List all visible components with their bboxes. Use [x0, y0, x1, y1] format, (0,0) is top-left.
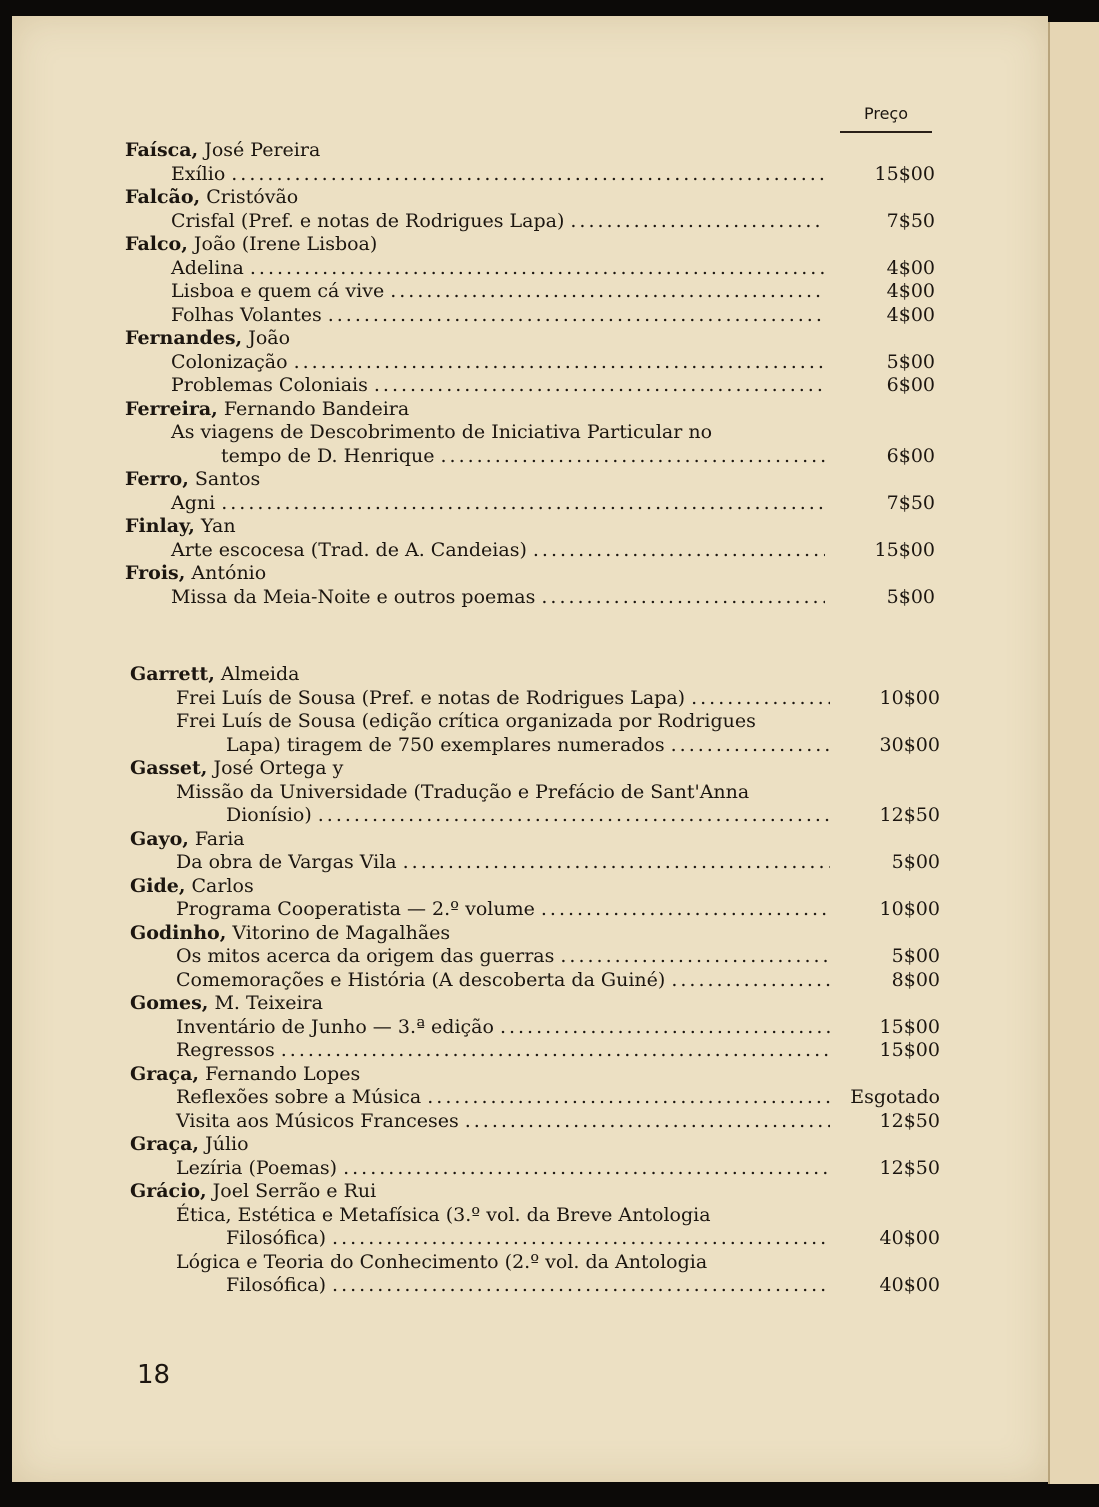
book-price: 15$00: [879, 1039, 940, 1061]
book-entry: [130, 1039, 940, 1063]
dot-leader: [465, 1110, 830, 1134]
author-heading: [130, 1133, 940, 1157]
book-price: 10$00: [879, 686, 940, 709]
book-title: Colonização .....: [171, 351, 825, 375]
book-price: 12$50: [879, 1109, 940, 1132]
dot-leader: [294, 351, 825, 375]
book-price: 5$00: [891, 851, 940, 873]
author-given-name: Joel Serrão e Rui: [206, 1180, 377, 1202]
book-price: Esgotado: [850, 1086, 940, 1108]
author-heading: [130, 1180, 940, 1204]
author-heading: [125, 139, 935, 163]
book-title: Arte escocesa (Trad. de A. Candeias) .....: [171, 539, 825, 563]
book-entry: [130, 710, 940, 734]
author-given-name: José Ortega y: [207, 757, 344, 779]
author-heading: [130, 828, 940, 852]
book-price: 40$00: [879, 1227, 940, 1249]
book-entry-continuation: [125, 445, 935, 469]
catalog-section-g: [130, 663, 940, 1298]
author-given-name: Carlos: [185, 874, 254, 897]
author-heading: [130, 875, 940, 899]
book-entry: [125, 304, 935, 328]
dot-leader: [671, 734, 830, 758]
book-title: Visita aos Músicos Franceses .....: [176, 1110, 830, 1134]
author-given-name: Fernando Lopes: [199, 1062, 361, 1085]
book-title: Lisboa e quem cá vive .....: [171, 280, 825, 304]
book-price: 4$00: [886, 280, 935, 302]
page-number: 18: [137, 1360, 171, 1390]
price-column-header: Preço: [840, 104, 932, 133]
book-price: 15$00: [874, 538, 935, 561]
book-title: Exílio .....: [171, 163, 825, 187]
book-price: 12$50: [879, 1156, 940, 1179]
book-entry: [125, 374, 935, 398]
dot-leader: [332, 1274, 830, 1298]
author-surname: Godinho,: [130, 921, 227, 944]
dot-leader: [328, 304, 825, 328]
book-entry: [130, 945, 940, 969]
book-entry: [130, 1110, 940, 1134]
book-price: 6$00: [886, 374, 935, 396]
book-title: Regressos .....: [176, 1039, 830, 1063]
author-heading: [125, 515, 935, 539]
author-surname: Gasset,: [130, 757, 208, 779]
dot-leader: [332, 1227, 830, 1251]
author-surname: Falco,: [125, 233, 188, 255]
book-entry-continuation: [130, 1274, 940, 1298]
book-title: Dionísio) .....: [226, 804, 830, 828]
book-title: Folhas Volantes .....: [171, 304, 825, 328]
book-entry: [130, 1157, 940, 1181]
author-given-name: Yan: [194, 515, 236, 537]
dot-leader: [440, 445, 825, 469]
book-title: As viagens de Descobrimento de Iniciativa Particular no: [171, 421, 713, 443]
book-price: 12$50: [879, 804, 940, 826]
book-entry: [130, 687, 940, 711]
book-title: Comemorações e História (A descoberta da Guiné) .....: [176, 969, 830, 993]
dot-leader: [221, 492, 825, 516]
book-title: Frei Luís de Sousa (edição crítica organizada por Rodrigues: [176, 710, 756, 732]
author-surname: Grácio,: [130, 1180, 207, 1202]
author-heading: [130, 992, 940, 1016]
author-given-name: Santos: [188, 468, 261, 490]
book-title: Filosófica) .....: [226, 1274, 830, 1298]
author-given-name: Almeida: [214, 663, 300, 685]
book-entry: [125, 492, 935, 516]
author-given-name: M. Teixeira: [208, 992, 323, 1014]
book-title: Ética, Estética e Metafísica (3.º vol. da Breve Antologia: [176, 1203, 711, 1226]
book-title: Lógica e Teoria do Conhecimento (2.º vol. da Antologia: [176, 1250, 708, 1273]
book-entry: [125, 421, 935, 445]
book-price: 7$50: [886, 209, 935, 232]
next-page-edge: [1048, 22, 1099, 1484]
book-entry-continuation: [130, 734, 940, 758]
book-price: 4$00: [886, 256, 935, 279]
author-surname: Gayo,: [130, 827, 189, 850]
author-heading: [125, 186, 935, 210]
author-heading: [125, 327, 935, 351]
book-entry: [125, 539, 935, 563]
book-price: 5$00: [891, 945, 940, 967]
catalog-section-f: [125, 139, 935, 609]
book-entry: [130, 1204, 940, 1228]
author-heading: [130, 757, 940, 781]
book-entry: [130, 969, 940, 993]
book-price: 5$00: [886, 350, 935, 373]
dot-leader: [533, 539, 825, 563]
dot-leader: [500, 1016, 830, 1040]
dot-leader: [231, 163, 825, 187]
book-price: 30$00: [879, 733, 940, 756]
book-title: Filosófica) .....: [226, 1227, 830, 1251]
author-surname: Graça,: [130, 1133, 200, 1155]
book-title: Programa Cooperatista — 2.º volume .....: [176, 898, 830, 922]
author-surname: Faísca,: [125, 139, 199, 161]
author-given-name: Cristóvão: [200, 186, 299, 208]
book-title: Problemas Coloniais .....: [171, 374, 825, 398]
author-given-name: João: [242, 327, 291, 349]
author-given-name: Fernando Bandeira: [217, 397, 410, 420]
author-given-name: José Pereira: [198, 139, 321, 161]
book-price: 5$00: [886, 585, 935, 608]
book-price: 10$00: [879, 898, 940, 920]
book-entry: [125, 257, 935, 281]
author-given-name: Vitorino de Magalhães: [226, 921, 451, 944]
author-surname: Garrett,: [130, 663, 215, 685]
book-entry: [130, 898, 940, 922]
book-price: 15$00: [874, 162, 935, 185]
author-heading: [125, 468, 935, 492]
author-heading: [125, 562, 935, 586]
book-title: Reflexões sobre a Música .....: [176, 1086, 830, 1110]
book-entry: [130, 1251, 940, 1275]
book-price: 7$50: [886, 491, 935, 514]
book-entry-continuation: [130, 1227, 940, 1251]
book-entry: [125, 586, 935, 610]
author-surname: Falcão,: [125, 186, 201, 208]
book-entry-continuation: [130, 804, 940, 828]
author-surname: Frois,: [125, 562, 186, 584]
book-price: 4$00: [886, 303, 935, 326]
book-price: 8$00: [891, 968, 940, 991]
book-price: 15$00: [879, 1015, 940, 1038]
author-given-name: Júlio: [199, 1133, 249, 1155]
author-surname: Gide,: [130, 874, 186, 897]
author-surname: Graça,: [130, 1062, 200, 1085]
author-given-name: António: [185, 562, 267, 584]
dot-leader: [318, 804, 830, 828]
dot-leader: [374, 374, 825, 398]
book-entry: [130, 851, 940, 875]
dot-leader: [427, 1086, 830, 1110]
dot-leader: [250, 257, 825, 281]
dot-leader: [390, 280, 825, 304]
book-price: 6$00: [886, 444, 935, 467]
book-title: Adelina .....: [171, 257, 825, 281]
book-title: tempo de D. Henrique .....: [221, 445, 825, 469]
author-heading: [130, 922, 940, 946]
book-title: Crisfal (Pref. e notas de Rodrigues Lapa) .....: [171, 210, 825, 234]
author-surname: Finlay,: [125, 515, 195, 537]
book-entry: [125, 351, 935, 375]
author-heading: [125, 398, 935, 422]
book-title: Lapa) tiragem de 750 exemplares numerados .....: [226, 734, 830, 758]
author-surname: Fernandes,: [125, 327, 243, 349]
book-title: Inventário de Junho — 3.ª edição .....: [176, 1016, 830, 1040]
dot-leader: [541, 898, 830, 922]
author-heading: [130, 663, 940, 687]
author-surname: Gomes,: [130, 992, 209, 1014]
dot-leader: [403, 851, 830, 875]
book-title: Frei Luís de Sousa (Pref. e notas de Rodrigues Lapa) .....: [176, 687, 830, 711]
book-title: Agni .....: [171, 492, 825, 516]
dot-leader: [281, 1039, 830, 1063]
book-entry: [125, 210, 935, 234]
book-title: Missão da Universidade (Tradução e Prefácio de Sant'Anna: [176, 780, 750, 803]
book-entry: [125, 163, 935, 187]
dot-leader: [570, 210, 825, 234]
book-entry: [130, 1086, 940, 1110]
author-given-name: João (Irene Lisboa): [187, 233, 378, 255]
author-heading: [125, 233, 935, 257]
author-surname: Ferro,: [125, 468, 189, 490]
dot-leader: [560, 945, 830, 969]
dot-leader: [541, 586, 825, 610]
author-heading: [130, 1063, 940, 1087]
dot-leader: [671, 969, 830, 993]
book-title: Lezíria (Poemas) .....: [176, 1157, 830, 1181]
book-entry: [130, 1016, 940, 1040]
book-entry: [125, 280, 935, 304]
book-title: Da obra de Vargas Vila .....: [176, 851, 830, 875]
author-given-name: Faria: [188, 827, 245, 850]
book-title: Missa da Meia-Noite e outros poemas .....: [171, 586, 825, 610]
book-entry: [130, 781, 940, 805]
author-surname: Ferreira,: [125, 397, 218, 420]
dot-leader: [691, 687, 830, 711]
book-title: Os mitos acerca da origem das guerras .....: [176, 945, 830, 969]
dot-leader: [343, 1157, 830, 1181]
book-price: 40$00: [879, 1274, 940, 1296]
